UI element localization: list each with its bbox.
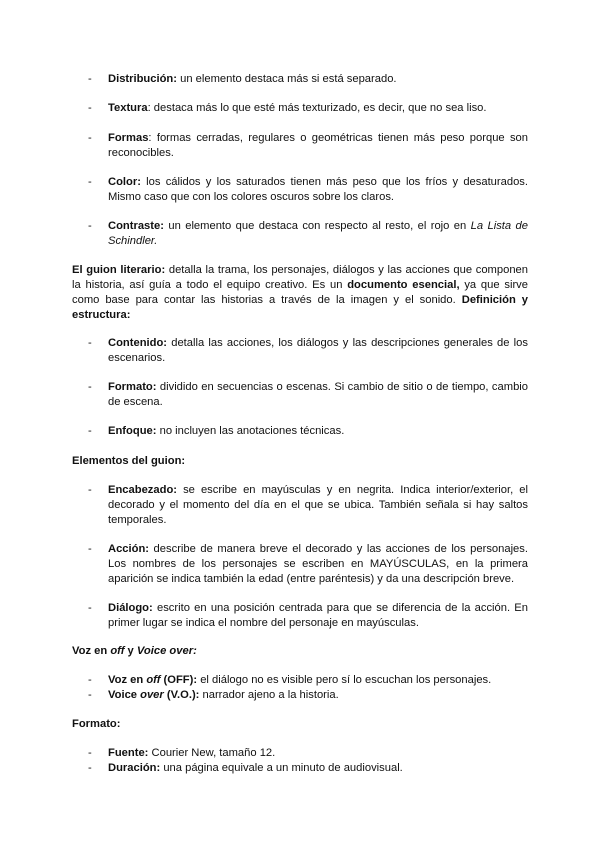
bullet-dash: - xyxy=(88,425,92,437)
item-label: Voice over (V.O.): xyxy=(108,689,200,701)
paragraph-text: detalla la trama, los personajes, diálogos y las acciones que componen la historia, así guía a todo el equipo creativo. Es un xyxy=(72,264,528,291)
item-text: un elemento destaca más si está separado. xyxy=(177,73,397,85)
heading-italic: Voice over: xyxy=(136,645,197,657)
item-label: Diálogo: xyxy=(108,602,153,614)
item-text: detalla las acciones, los diálogos y las descripciones generales de los escenarios. xyxy=(108,337,528,364)
list-item-duracion xyxy=(88,761,528,776)
item-text: describe de manera breve el decorado y las acciones de los personajes. Los nombres de los personajes se escriben en MAYÚSCULAS, en la primera aparición se indica también la edad (entre paréntesis) y da una descripción breve. xyxy=(108,543,528,585)
guion-literario-paragraph xyxy=(72,263,528,323)
item-label: Color: xyxy=(108,176,141,188)
bullet-dash: - xyxy=(88,381,92,393)
list-item-formas xyxy=(88,131,528,161)
bullet-dash: - xyxy=(88,176,92,188)
list-item-fuente xyxy=(88,746,528,761)
heading-text: Elementos del guion: xyxy=(72,455,186,467)
paragraph-text: ya que sirve como base para contar las historias a través de la imagen y el sonido. xyxy=(72,279,528,306)
item-label: Textura xyxy=(108,102,148,114)
item-label: Distribución: xyxy=(108,73,177,85)
item-text: escrito en una posición centrada para que se diferencia de la acción. En primer lugar se indica el nombre del personaje en mayúsculas. xyxy=(108,602,528,629)
paragraph-bold: documento esencial, xyxy=(347,279,460,291)
item-italic: La Lista de Schindler. xyxy=(108,220,528,247)
bullet-dash: - xyxy=(88,102,92,114)
paragraph-label: El guion literario: xyxy=(72,264,166,276)
item-label: Voz en off (OFF): xyxy=(108,674,198,686)
item-label: Encabezado: xyxy=(108,484,178,496)
item-label: Enfoque: xyxy=(108,425,157,437)
item-label: Contenido: xyxy=(108,337,168,349)
item-label: Contraste: xyxy=(108,220,164,232)
item-label: Acción: xyxy=(108,543,150,555)
item-text: un elemento que destaca con respecto al resto, el rojo en xyxy=(163,220,471,232)
list-item-voz-off xyxy=(88,673,528,688)
item-label: Fuente: xyxy=(108,747,149,759)
list-item-formato xyxy=(88,380,528,410)
list-item-encabezado xyxy=(88,483,528,528)
section-heading-voz xyxy=(72,644,528,659)
bullet-dash: - xyxy=(88,484,92,496)
list-item-enfoque xyxy=(88,424,528,439)
item-text: no incluyen las anotaciones técnicas. xyxy=(156,425,345,437)
list-item-contraste xyxy=(88,219,528,249)
item-text: Courier New, tamaño 12. xyxy=(148,747,276,759)
item-label: Duración: xyxy=(108,762,161,774)
item-text: : destaca más lo que esté más texturizado, es decir, que no sea liso. xyxy=(147,102,487,114)
section-heading-elementos xyxy=(72,454,528,469)
heading-italic: off xyxy=(110,645,125,657)
item-text: el diálogo no es visible pero sí lo escuchan los personajes. xyxy=(197,674,492,686)
item-text: narrador ajeno a la historia. xyxy=(199,689,339,701)
list-item-accion xyxy=(88,542,528,587)
item-text: dividido en secuencias o escenas. Si cambio de sitio o de tiempo, cambio de escena. xyxy=(108,381,528,408)
list-item-contenido xyxy=(88,336,528,366)
bullet-dash: - xyxy=(88,337,92,349)
bullet-dash: - xyxy=(88,762,92,774)
bullet-dash: - xyxy=(88,543,92,555)
section-heading-formato xyxy=(72,717,528,732)
item-label: Formas xyxy=(108,132,149,144)
paragraph-bold: Definición y estructura: xyxy=(72,294,529,321)
item-text: los cálidos y los saturados tienen más peso que los fríos y desaturados. Mismo caso que con los colores oscuros sobre los claros. xyxy=(108,176,528,203)
list-item-color xyxy=(88,175,528,205)
heading-text: y xyxy=(124,645,137,657)
bullet-dash: - xyxy=(88,73,92,85)
bullet-dash: - xyxy=(88,220,92,232)
bullet-dash: - xyxy=(88,602,92,614)
item-text: se escribe en mayúsculas y en negrita. Indica interior/exterior, el decorado y el momento del día en el que se ubica. También señala si hay saltos temporales. xyxy=(108,484,528,526)
item-text: : formas cerradas, regulares o geométricas tienen más peso porque son reconocibles. xyxy=(108,132,528,159)
heading-text: Formato: xyxy=(72,718,121,730)
heading-text: Voz en xyxy=(72,645,111,657)
list-item-dialogo xyxy=(88,601,528,631)
bullet-dash: - xyxy=(88,689,92,701)
bullet-dash: - xyxy=(88,674,92,686)
bullet-dash: - xyxy=(88,747,92,759)
list-item-distribucion xyxy=(88,72,528,87)
item-text: una página equivale a un minuto de audiovisual. xyxy=(160,762,403,774)
item-label: Formato: xyxy=(108,381,157,393)
list-item-textura xyxy=(88,101,528,116)
list-item-voice-over xyxy=(88,688,528,703)
bullet-dash: - xyxy=(88,132,92,144)
